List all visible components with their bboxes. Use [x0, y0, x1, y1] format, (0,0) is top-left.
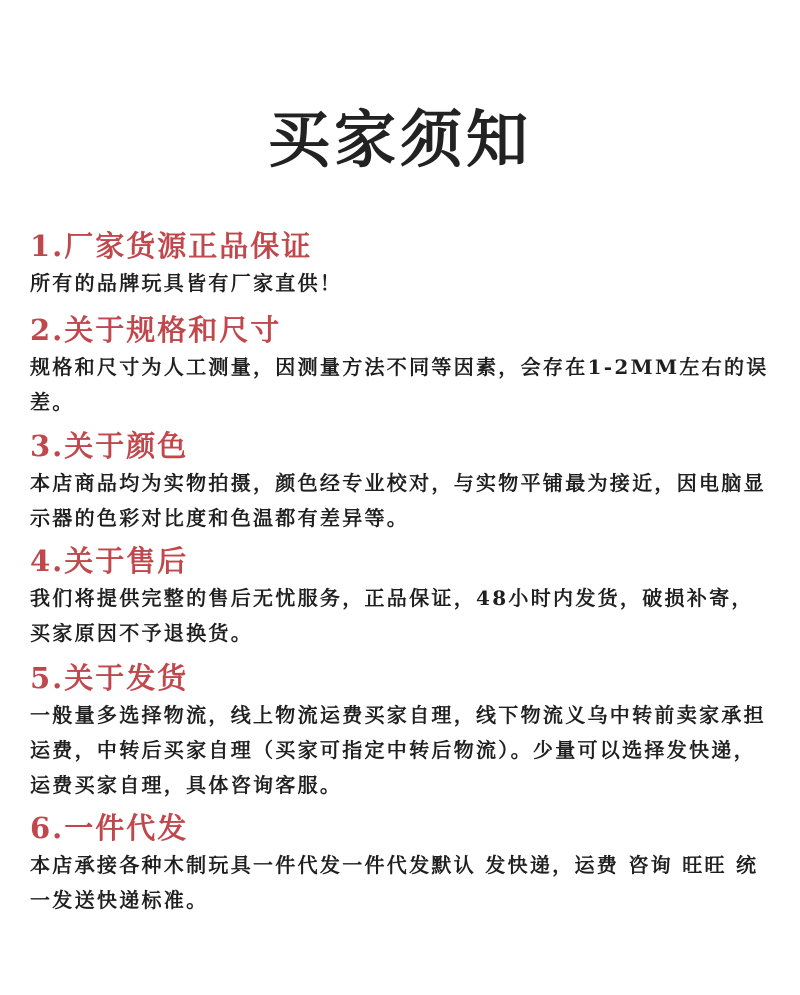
section-after-sales	[30, 543, 775, 651]
section-shipping	[30, 660, 775, 803]
section-body: 一般量多选择物流，线上物流运费买家自理，线下物流义乌中转前卖家承担运费，中转后买家自理（买家可指定中转后物流）。少量可以选择发快递，运费买家自理，具体咨询客服。	[30, 703, 766, 797]
section-size-spec	[30, 312, 775, 420]
section-color	[30, 428, 775, 536]
section-body: 所有的品牌玩具皆有厂家直供！	[30, 271, 343, 295]
section-heading: 3.关于颜色	[30, 429, 189, 463]
section-heading: 4.关于售后	[30, 544, 189, 578]
section-body: 本店商品均为实物拍摄，颜色经专业校对，与实物平铺最为接近，因电脑显示器的色彩对比度和色温都有差异等。	[30, 471, 766, 530]
section-heading: 5.关于发货	[30, 661, 189, 695]
section-heading: 1.厂家货源正品保证	[30, 229, 313, 263]
section-dropshipping	[30, 810, 775, 918]
section-heading: 6.一件代发	[30, 811, 189, 845]
page-title: 买家须知	[267, 103, 532, 176]
section-heading: 2.关于规格和尺寸	[30, 313, 282, 347]
section-body: 我们将提供完整的售后无忧服务，正品保证，48小时内发货，破损补寄，买家原因不予退换货。	[30, 586, 754, 645]
section-body: 规格和尺寸为人工测量，因测量方法不同等因素，会存在1-2MM左右的误差。	[30, 355, 769, 414]
section-genuine-guarantee	[30, 228, 775, 301]
section-body: 本店承接各种木制玩具一件代发一件代发默认 发快递，运费 咨询 旺旺 统一发送快递标准。	[30, 853, 759, 912]
